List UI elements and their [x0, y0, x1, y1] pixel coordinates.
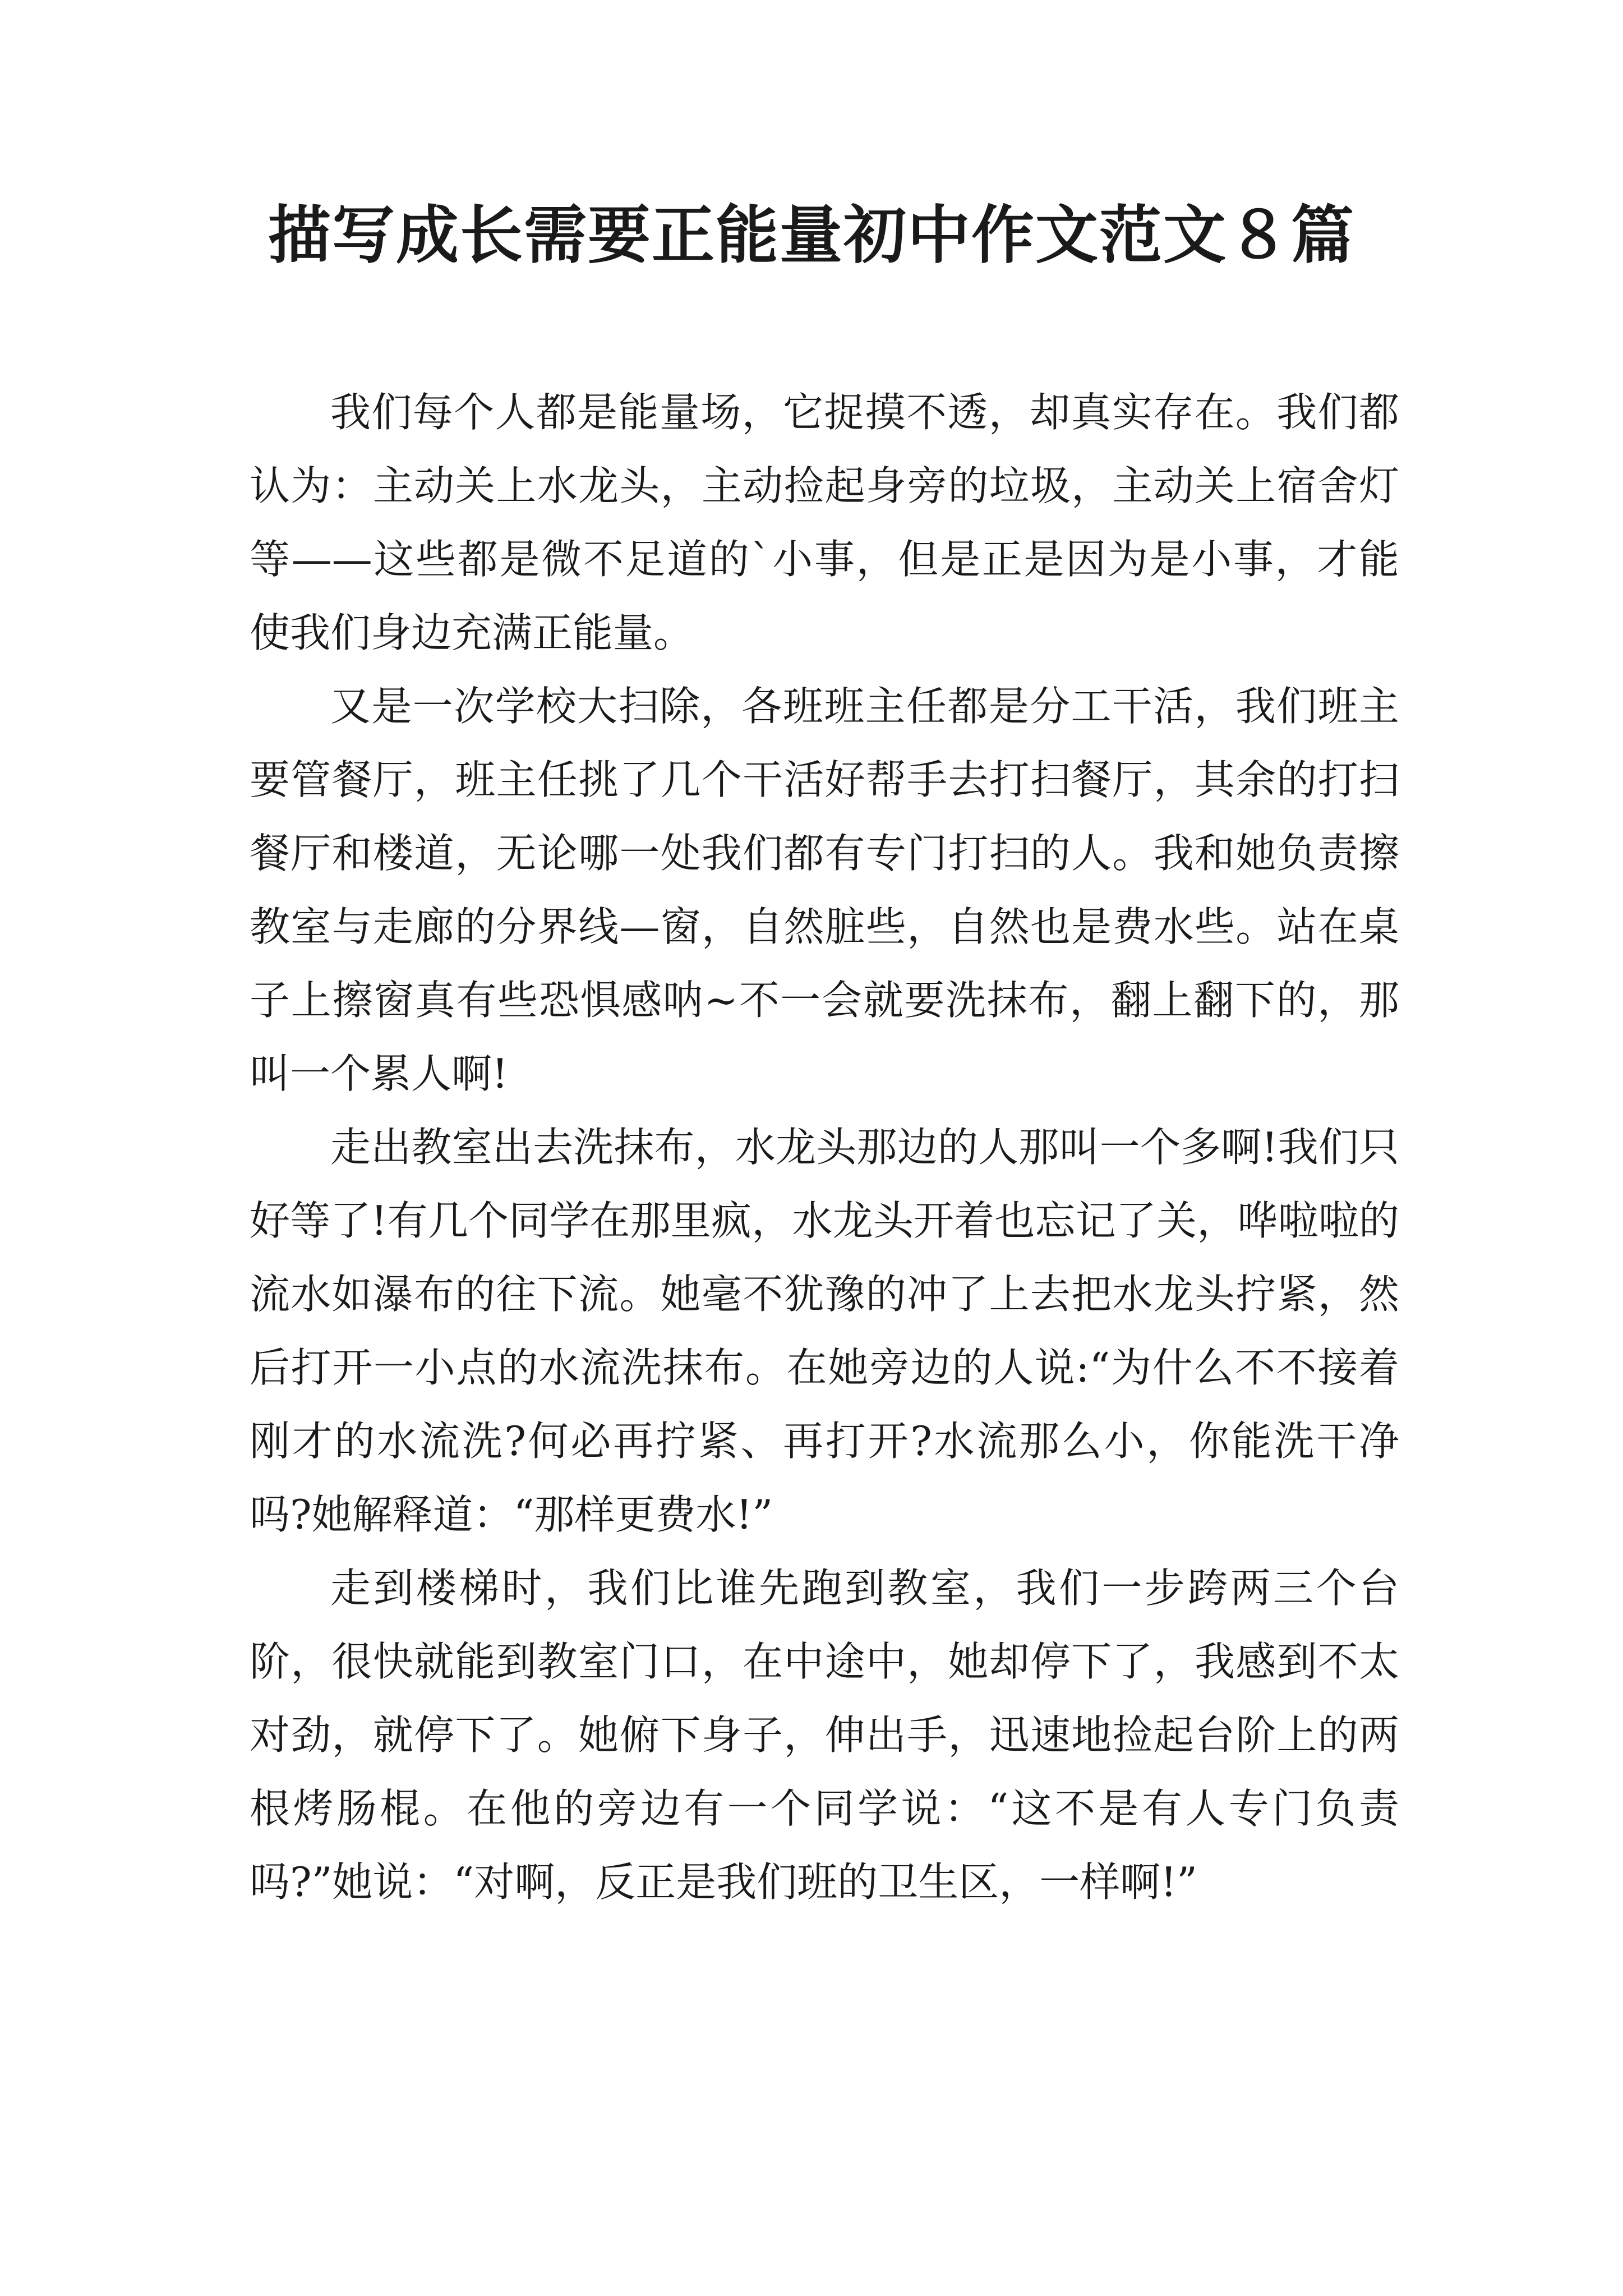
paragraph-2: 又是一次学校大扫除，各班班主任都是分工干活，我们班主要管餐厅，班主任挑了几个干活好帮手去打扫餐厅，其余的打扫餐厅和楼道，无论哪一处我们都有专门打扫的人。我和她负责擦教室与走廊的分界线—窗，自然脏些，自然也是费水些。站在桌子上擦窗真有些恐惧感呐~不一会就要洗抹布，翻上翻下的，那叫一个累人啊! — [250, 683, 1399, 1097]
document-body — [250, 376, 1399, 1919]
paragraph-4: 走到楼梯时，我们比谁先跑到教室，我们一步跨两三个台阶，很快就能到教室门口，在中途中，她却停下了，我感到不太对劲，就停下了。她俯下身子，伸出手，迅速地捡起台阶上的两根烤肠棍。在他的旁边有一个同学说：“这不是有人专门负责吗?”她说：“对啊，反正是我们班的卫生区，一样啊!” — [250, 1565, 1399, 1906]
document-title: 描写成长需要正能量初中作文范文８篇 — [268, 199, 1355, 272]
paragraph-1: 我们每个人都是能量场，它捉摸不透，却真实存在。我们都认为：主动关上水龙头，主动捡起身旁的垃圾，主动关上宿舍灯等——这些都是微不足道的`小事，但是正是因为是小事，才能使我们身边充满正能量。 — [250, 389, 1399, 656]
paragraph-3: 走出教室出去洗抹布，水龙头那边的人那叫一个多啊!我们只好等了!有几个同学在那里疯，水龙头开着也忘记了关，哗啦啦的流水如瀑布的往下流。她毫不犹豫的冲了上去把水龙头拧紧，然后打开一小点的水流洗抹布。在她旁边的人说:“为什么不不接着刚才的水流洗?何必再拧紧、再打开?水流那么小，你能洗干净吗?她解释道：“那样更费水!” — [250, 1124, 1399, 1538]
